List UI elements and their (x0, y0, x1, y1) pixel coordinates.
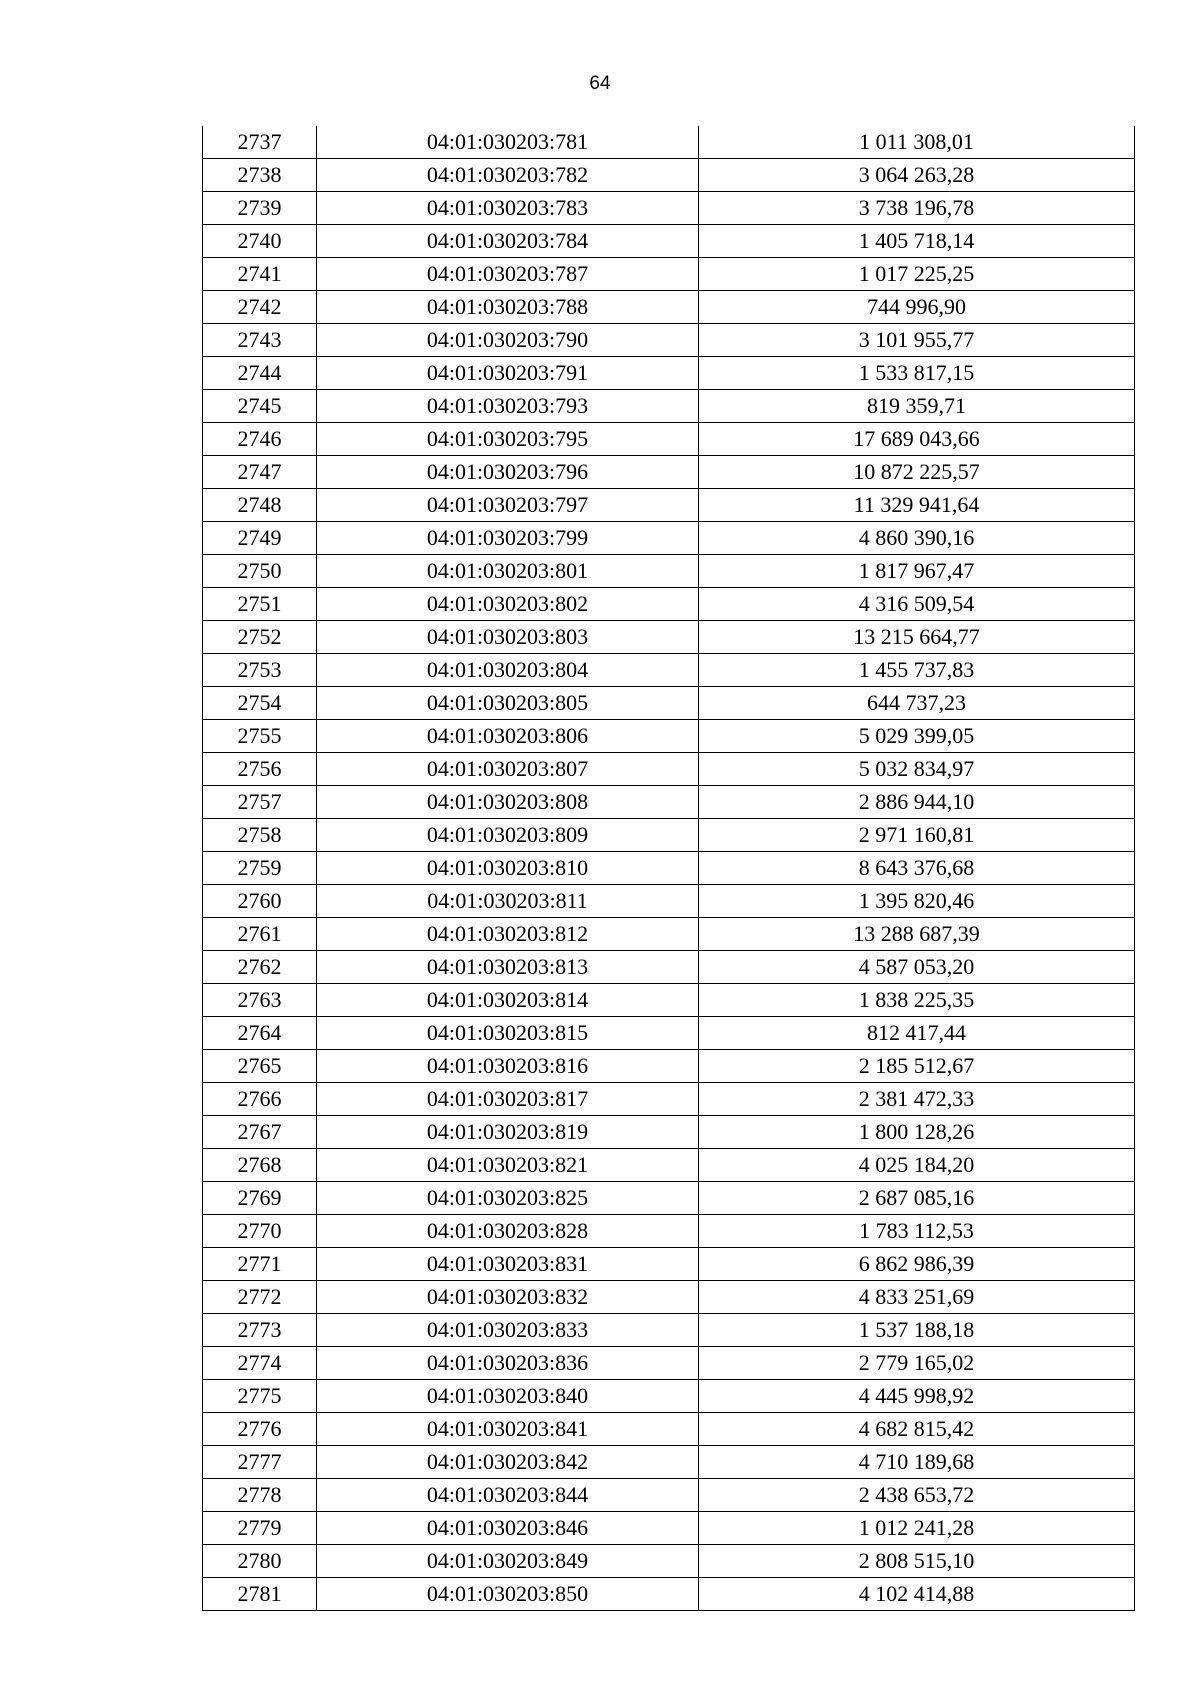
row-number-cell: 2751 (203, 588, 317, 621)
row-number-cell: 2768 (203, 1149, 317, 1182)
cadastral-value-cell: 1 011 308,01 (699, 126, 1135, 159)
table-row (203, 1380, 1135, 1413)
table-row (203, 852, 1135, 885)
cadastral-number-cell: 04:01:030203:841 (317, 1413, 699, 1446)
cadastral-number-cell: 04:01:030203:808 (317, 786, 699, 819)
cadastral-value-cell: 812 417,44 (699, 1017, 1135, 1050)
row-number-cell: 2740 (203, 225, 317, 258)
row-number-cell: 2778 (203, 1479, 317, 1512)
cadastral-number-cell: 04:01:030203:825 (317, 1182, 699, 1215)
cadastral-number-cell: 04:01:030203:846 (317, 1512, 699, 1545)
row-number-cell: 2761 (203, 918, 317, 951)
cadastral-number-cell: 04:01:030203:793 (317, 390, 699, 423)
table-row (203, 819, 1135, 852)
cadastral-value-cell: 1 537 188,18 (699, 1314, 1135, 1347)
table-row (203, 1050, 1135, 1083)
table-row (203, 1479, 1135, 1512)
cadastral-number-cell: 04:01:030203:804 (317, 654, 699, 687)
cadastral-number-cell: 04:01:030203:831 (317, 1248, 699, 1281)
table-row (203, 1149, 1135, 1182)
cadastral-value-cell: 1 455 737,83 (699, 654, 1135, 687)
table-row (203, 1578, 1135, 1611)
table-row (203, 1182, 1135, 1215)
table-row (203, 1545, 1135, 1578)
cadastral-number-cell: 04:01:030203:781 (317, 126, 699, 159)
cadastral-value-cell: 4 316 509,54 (699, 588, 1135, 621)
cadastral-value-cell: 2 185 512,67 (699, 1050, 1135, 1083)
cadastral-number-cell: 04:01:030203:840 (317, 1380, 699, 1413)
row-number-cell: 2739 (203, 192, 317, 225)
table-row (203, 621, 1135, 654)
row-number-cell: 2758 (203, 819, 317, 852)
cadastral-value-cell: 3 738 196,78 (699, 192, 1135, 225)
cadastral-number-cell: 04:01:030203:812 (317, 918, 699, 951)
table-row (203, 291, 1135, 324)
row-number-cell: 2750 (203, 555, 317, 588)
cadastral-number-cell: 04:01:030203:817 (317, 1083, 699, 1116)
cadastral-value-cell: 2 687 085,16 (699, 1182, 1135, 1215)
cadastral-value-cell: 4 102 414,88 (699, 1578, 1135, 1611)
cadastral-value-cell: 644 737,23 (699, 687, 1135, 720)
cadastral-number-cell: 04:01:030203:782 (317, 159, 699, 192)
table-row (203, 1116, 1135, 1149)
table-row (203, 885, 1135, 918)
table-row (203, 555, 1135, 588)
cadastral-value-cell: 8 643 376,68 (699, 852, 1135, 885)
cadastral-number-cell: 04:01:030203:842 (317, 1446, 699, 1479)
cadastral-value-table (202, 126, 1135, 1611)
cadastral-value-cell: 1 395 820,46 (699, 885, 1135, 918)
row-number-cell: 2744 (203, 357, 317, 390)
cadastral-value-cell: 1 783 112,53 (699, 1215, 1135, 1248)
cadastral-value-cell: 6 862 986,39 (699, 1248, 1135, 1281)
cadastral-number-cell: 04:01:030203:850 (317, 1578, 699, 1611)
table-row (203, 1017, 1135, 1050)
row-number-cell: 2763 (203, 984, 317, 1017)
table-row (203, 1446, 1135, 1479)
row-number-cell: 2764 (203, 1017, 317, 1050)
row-number-cell: 2755 (203, 720, 317, 753)
table-row (203, 159, 1135, 192)
row-number-cell: 2779 (203, 1512, 317, 1545)
cadastral-value-cell: 4 833 251,69 (699, 1281, 1135, 1314)
page-number: 64 (589, 73, 611, 94)
cadastral-number-cell: 04:01:030203:844 (317, 1479, 699, 1512)
table-row (203, 1413, 1135, 1446)
cadastral-number-cell: 04:01:030203:809 (317, 819, 699, 852)
cadastral-value-cell: 2 886 944,10 (699, 786, 1135, 819)
cadastral-number-cell: 04:01:030203:783 (317, 192, 699, 225)
cadastral-number-cell: 04:01:030203:803 (317, 621, 699, 654)
cadastral-number-cell: 04:01:030203:784 (317, 225, 699, 258)
row-number-cell: 2746 (203, 423, 317, 456)
table-row (203, 423, 1135, 456)
cadastral-number-cell: 04:01:030203:799 (317, 522, 699, 555)
row-number-cell: 2774 (203, 1347, 317, 1380)
table-row (203, 324, 1135, 357)
row-number-cell: 2747 (203, 456, 317, 489)
table-row (203, 1248, 1135, 1281)
row-number-cell: 2760 (203, 885, 317, 918)
cadastral-number-cell: 04:01:030203:795 (317, 423, 699, 456)
cadastral-value-table-container (202, 126, 1134, 1611)
cadastral-value-cell: 13 215 664,77 (699, 621, 1135, 654)
cadastral-number-cell: 04:01:030203:833 (317, 1314, 699, 1347)
table-row (203, 489, 1135, 522)
row-number-cell: 2766 (203, 1083, 317, 1116)
cadastral-value-cell: 1 800 128,26 (699, 1116, 1135, 1149)
table-row (203, 918, 1135, 951)
table-row (203, 654, 1135, 687)
table-row (203, 522, 1135, 555)
cadastral-value-cell: 11 329 941,64 (699, 489, 1135, 522)
row-number-cell: 2780 (203, 1545, 317, 1578)
table-row (203, 951, 1135, 984)
cadastral-number-cell: 04:01:030203:815 (317, 1017, 699, 1050)
cadastral-value-cell: 5 029 399,05 (699, 720, 1135, 753)
cadastral-number-cell: 04:01:030203:813 (317, 951, 699, 984)
table-row (203, 192, 1135, 225)
cadastral-value-cell: 2 381 472,33 (699, 1083, 1135, 1116)
row-number-cell: 2753 (203, 654, 317, 687)
cadastral-number-cell: 04:01:030203:828 (317, 1215, 699, 1248)
row-number-cell: 2772 (203, 1281, 317, 1314)
cadastral-value-cell: 1 533 817,15 (699, 357, 1135, 390)
cadastral-value-cell: 4 025 184,20 (699, 1149, 1135, 1182)
cadastral-number-cell: 04:01:030203:816 (317, 1050, 699, 1083)
row-number-cell: 2754 (203, 687, 317, 720)
table-row (203, 1347, 1135, 1380)
cadastral-value-cell: 3 064 263,28 (699, 159, 1135, 192)
table-row (203, 126, 1135, 159)
cadastral-number-cell: 04:01:030203:814 (317, 984, 699, 1017)
cadastral-number-cell: 04:01:030203:832 (317, 1281, 699, 1314)
cadastral-value-cell: 1 838 225,35 (699, 984, 1135, 1017)
cadastral-number-cell: 04:01:030203:811 (317, 885, 699, 918)
cadastral-value-cell: 2 971 160,81 (699, 819, 1135, 852)
cadastral-value-cell: 4 587 053,20 (699, 951, 1135, 984)
table-row (203, 984, 1135, 1017)
row-number-cell: 2749 (203, 522, 317, 555)
cadastral-value-cell: 4 710 189,68 (699, 1446, 1135, 1479)
row-number-cell: 2741 (203, 258, 317, 291)
table-row (203, 687, 1135, 720)
cadastral-value-cell: 1 017 225,25 (699, 258, 1135, 291)
cadastral-number-cell: 04:01:030203:819 (317, 1116, 699, 1149)
row-number-cell: 2738 (203, 159, 317, 192)
cadastral-value-cell: 819 359,71 (699, 390, 1135, 423)
table-row (203, 258, 1135, 291)
cadastral-number-cell: 04:01:030203:801 (317, 555, 699, 588)
cadastral-number-cell: 04:01:030203:810 (317, 852, 699, 885)
row-number-cell: 2759 (203, 852, 317, 885)
cadastral-value-cell: 17 689 043,66 (699, 423, 1135, 456)
cadastral-value-cell: 13 288 687,39 (699, 918, 1135, 951)
table-row (203, 225, 1135, 258)
cadastral-value-cell: 3 101 955,77 (699, 324, 1135, 357)
cadastral-number-cell: 04:01:030203:821 (317, 1149, 699, 1182)
cadastral-value-cell: 2 438 653,72 (699, 1479, 1135, 1512)
row-number-cell: 2771 (203, 1248, 317, 1281)
cadastral-number-cell: 04:01:030203:797 (317, 489, 699, 522)
row-number-cell: 2762 (203, 951, 317, 984)
row-number-cell: 2765 (203, 1050, 317, 1083)
cadastral-value-cell: 4 682 815,42 (699, 1413, 1135, 1446)
table-body (203, 126, 1135, 1611)
cadastral-number-cell: 04:01:030203:807 (317, 753, 699, 786)
cadastral-value-cell: 4 860 390,16 (699, 522, 1135, 555)
table-row (203, 720, 1135, 753)
table-row (203, 588, 1135, 621)
table-row (203, 456, 1135, 489)
row-number-cell: 2745 (203, 390, 317, 423)
row-number-cell: 2743 (203, 324, 317, 357)
cadastral-number-cell: 04:01:030203:790 (317, 324, 699, 357)
table-row (203, 1215, 1135, 1248)
table-row (203, 357, 1135, 390)
cadastral-value-cell: 2 779 165,02 (699, 1347, 1135, 1380)
table-row (203, 786, 1135, 819)
table-row (203, 1512, 1135, 1545)
table-row (203, 753, 1135, 786)
table-row (203, 1083, 1135, 1116)
table-row (203, 390, 1135, 423)
row-number-cell: 2776 (203, 1413, 317, 1446)
row-number-cell: 2775 (203, 1380, 317, 1413)
cadastral-number-cell: 04:01:030203:802 (317, 588, 699, 621)
cadastral-value-cell: 1 405 718,14 (699, 225, 1135, 258)
cadastral-value-cell: 1 012 241,28 (699, 1512, 1135, 1545)
row-number-cell: 2769 (203, 1182, 317, 1215)
row-number-cell: 2748 (203, 489, 317, 522)
cadastral-number-cell: 04:01:030203:806 (317, 720, 699, 753)
cadastral-number-cell: 04:01:030203:796 (317, 456, 699, 489)
cadastral-number-cell: 04:01:030203:788 (317, 291, 699, 324)
row-number-cell: 2767 (203, 1116, 317, 1149)
cadastral-value-cell: 744 996,90 (699, 291, 1135, 324)
row-number-cell: 2757 (203, 786, 317, 819)
cadastral-value-cell: 1 817 967,47 (699, 555, 1135, 588)
row-number-cell: 2742 (203, 291, 317, 324)
table-row (203, 1314, 1135, 1347)
cadastral-value-cell: 10 872 225,57 (699, 456, 1135, 489)
row-number-cell: 2752 (203, 621, 317, 654)
row-number-cell: 2773 (203, 1314, 317, 1347)
cadastral-number-cell: 04:01:030203:849 (317, 1545, 699, 1578)
row-number-cell: 2756 (203, 753, 317, 786)
cadastral-value-cell: 4 445 998,92 (699, 1380, 1135, 1413)
cadastral-number-cell: 04:01:030203:805 (317, 687, 699, 720)
row-number-cell: 2781 (203, 1578, 317, 1611)
cadastral-number-cell: 04:01:030203:791 (317, 357, 699, 390)
cadastral-number-cell: 04:01:030203:787 (317, 258, 699, 291)
cadastral-value-cell: 2 808 515,10 (699, 1545, 1135, 1578)
cadastral-number-cell: 04:01:030203:836 (317, 1347, 699, 1380)
row-number-cell: 2777 (203, 1446, 317, 1479)
cadastral-value-cell: 5 032 834,97 (699, 753, 1135, 786)
table-row (203, 1281, 1135, 1314)
row-number-cell: 2737 (203, 126, 317, 159)
row-number-cell: 2770 (203, 1215, 317, 1248)
